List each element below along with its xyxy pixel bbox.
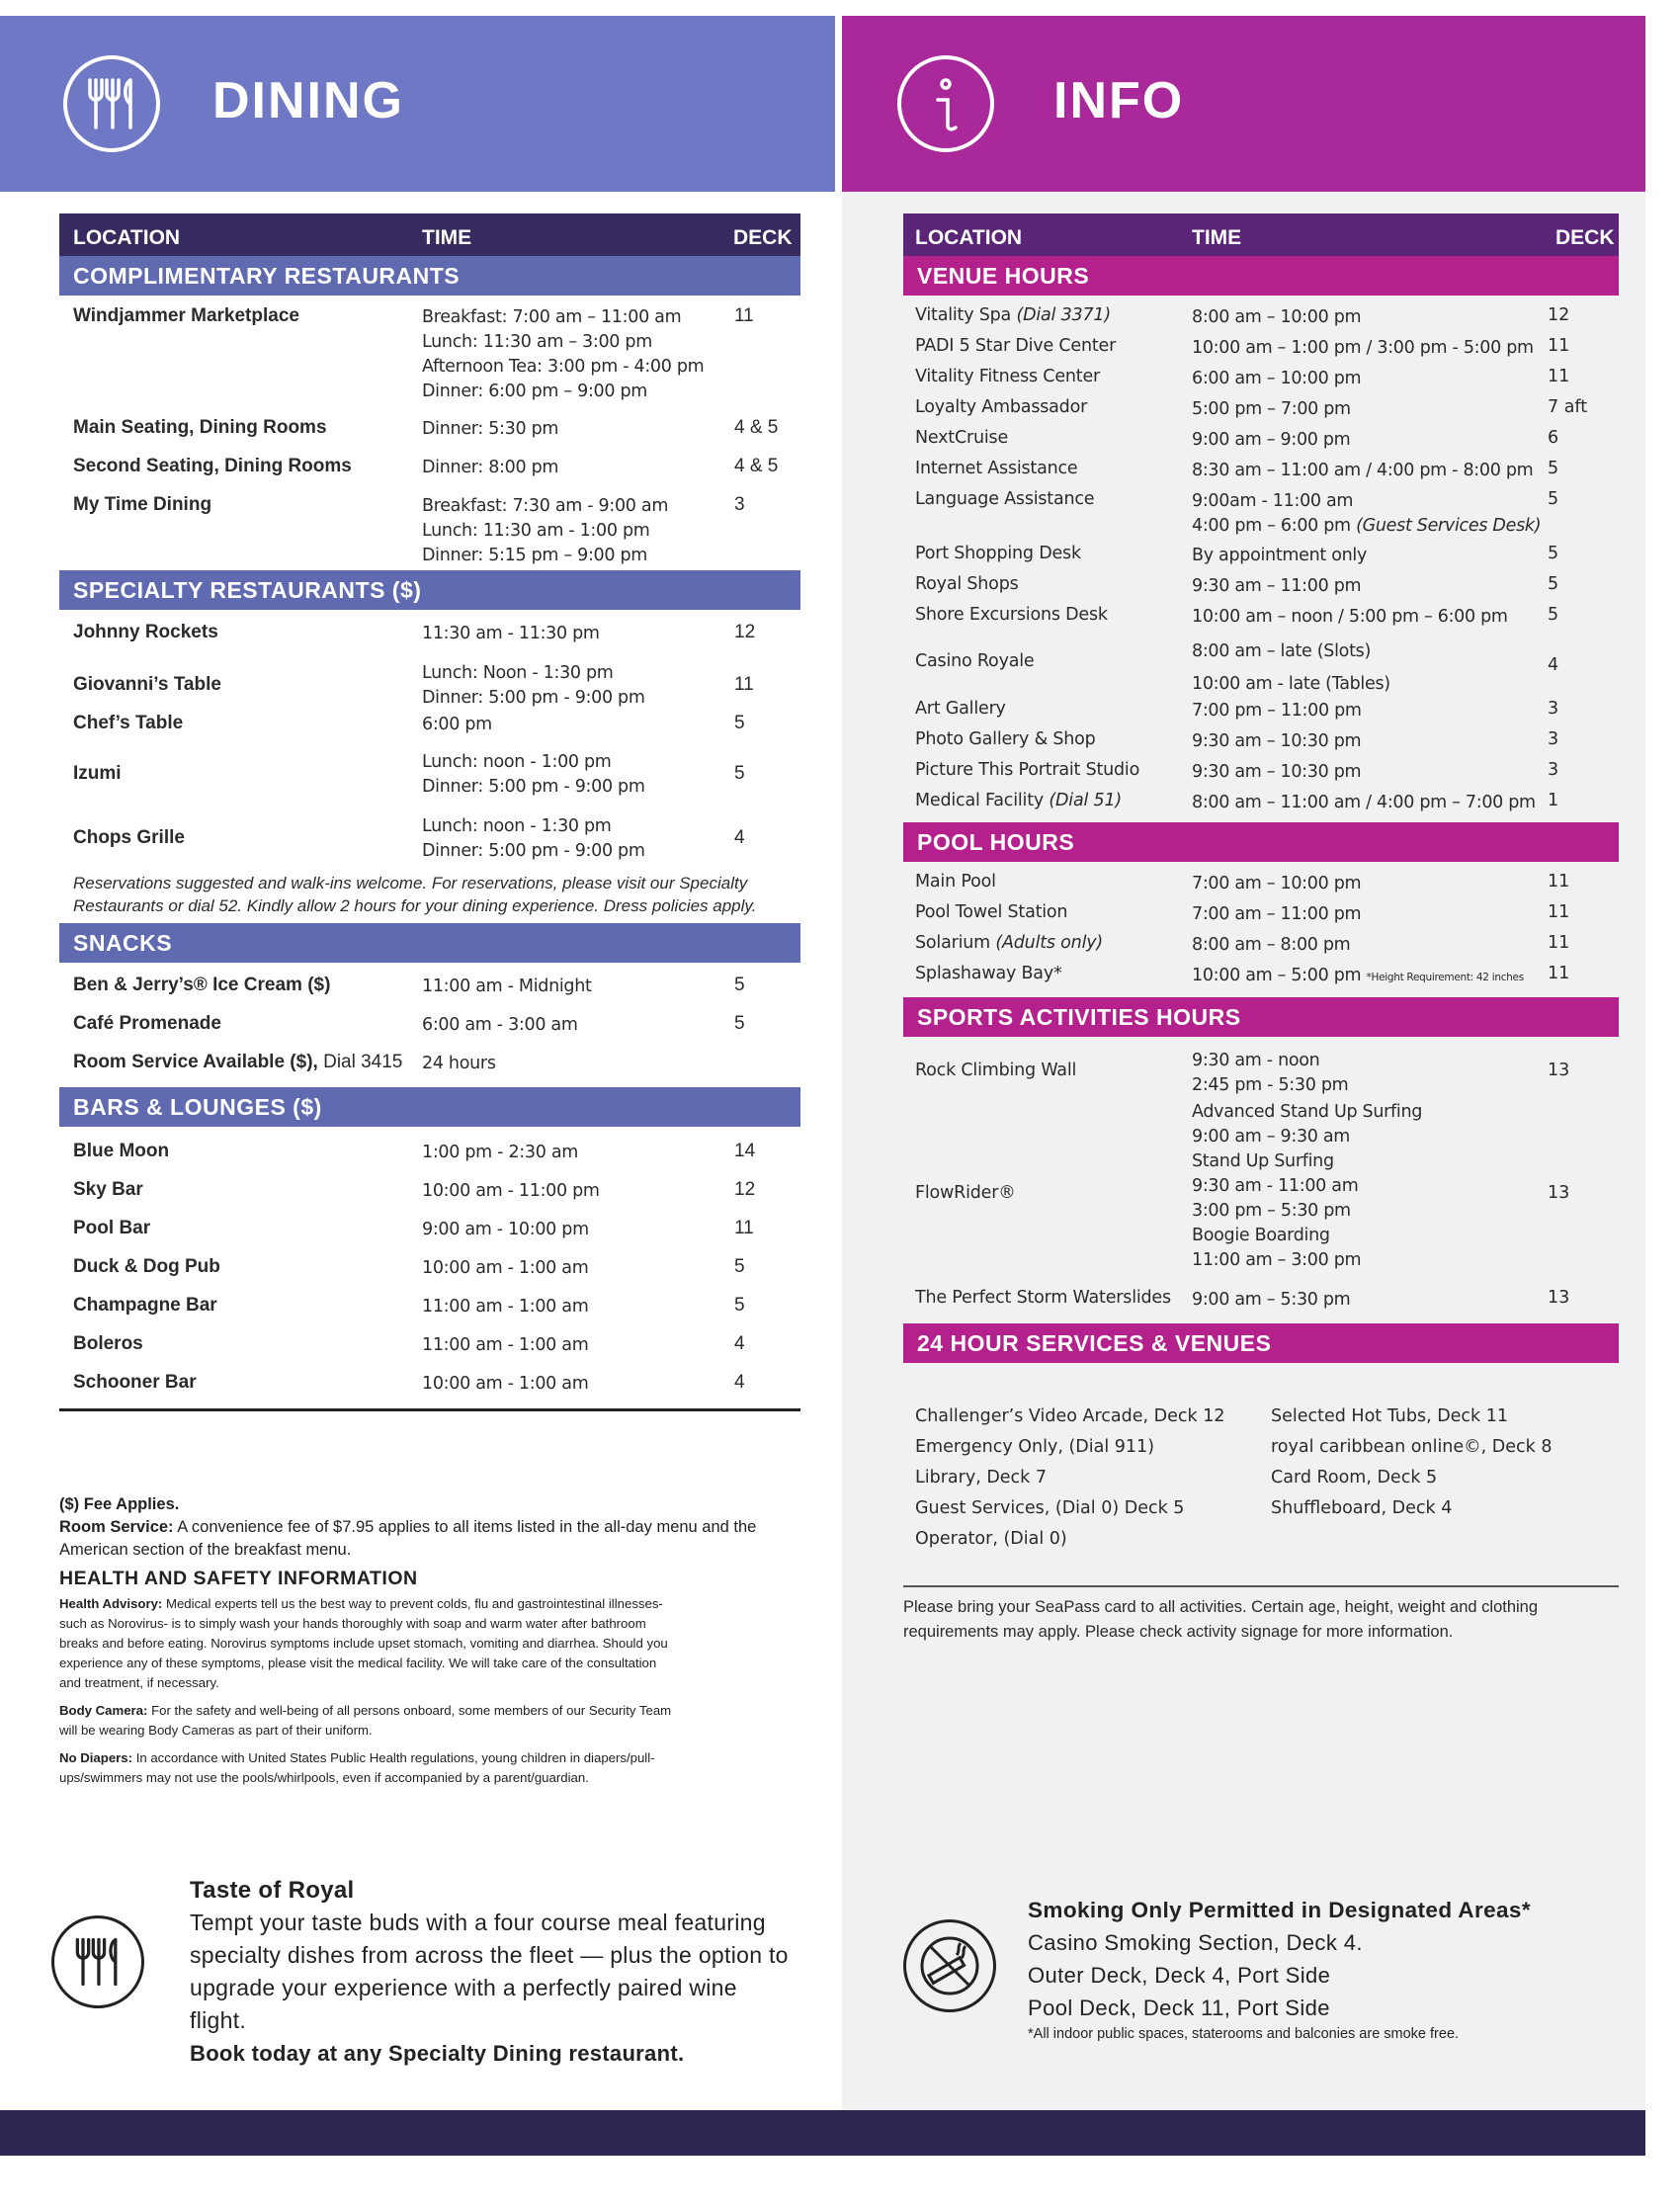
list-item: royal caribbean online©, Deck 8 bbox=[1271, 1437, 1553, 1457]
row-time: Lunch: noon - 1:00 pm Dinner: 5:00 pm - 9:00 pm bbox=[422, 752, 645, 797]
row-location: Pool Towel Station bbox=[915, 902, 1068, 922]
row-deck: 5 bbox=[734, 1295, 745, 1316]
row-location: Duck & Dog Pub bbox=[73, 1256, 220, 1277]
dining-banner bbox=[0, 16, 835, 192]
row-deck: 4 bbox=[734, 1333, 745, 1354]
row-location: Boleros bbox=[73, 1333, 143, 1354]
row-location: FlowRider® bbox=[915, 1183, 1016, 1203]
health-advisory-label: Health Advisory: bbox=[59, 1596, 163, 1611]
fork-knife-icon bbox=[63, 55, 160, 152]
list-item: Library, Deck 7 bbox=[915, 1468, 1048, 1487]
info-title: INFO bbox=[1053, 72, 1185, 129]
row-location: Sky Bar bbox=[73, 1179, 143, 1200]
list-item: Shuffleboard, Deck 4 bbox=[1271, 1498, 1453, 1518]
table-row bbox=[903, 872, 1619, 902]
table-row bbox=[59, 305, 800, 417]
table-row bbox=[903, 1288, 1619, 1323]
table-row bbox=[59, 814, 800, 868]
pool-section-title: POOL HOURS bbox=[903, 822, 1619, 862]
table-row bbox=[903, 729, 1619, 760]
room-service-fee-label: Room Service: bbox=[59, 1518, 174, 1536]
row-deck: 11 bbox=[734, 305, 754, 326]
table-row bbox=[59, 661, 800, 713]
row-deck: 11 bbox=[1548, 367, 1570, 386]
table-row bbox=[903, 459, 1619, 489]
dining-column-header bbox=[59, 213, 800, 256]
fee-applies-label: ($) Fee Applies. bbox=[59, 1495, 180, 1513]
row-time: 8:00 am – 11:00 am / 4:00 pm – 7:00 pm bbox=[1192, 793, 1536, 812]
room-service-fee-text: A convenience fee of $7.95 applies to all items listed in the all-day menu and the American section of the breakfast menu. bbox=[59, 1518, 757, 1559]
table-row bbox=[903, 902, 1619, 933]
row-deck: 11 bbox=[1548, 872, 1570, 892]
row-time: 9:00 am – 5:30 pm bbox=[1192, 1290, 1351, 1310]
body-camera-label: Body Camera: bbox=[59, 1703, 148, 1718]
row-time: 10:00 am – 1:00 pm / 3:00 pm - 5:00 pm bbox=[1192, 338, 1534, 358]
table-row bbox=[903, 574, 1619, 605]
seapass-note: Please bring your SeaPass card to all activities. Certain age, height, weight and clothing requirements may apply. Please check activity signage for more information. bbox=[903, 1598, 1539, 1641]
row-time bbox=[1192, 489, 1541, 539]
row-deck: 5 bbox=[734, 763, 745, 784]
row-time: 11:00 am - 1:00 am bbox=[422, 1297, 589, 1317]
row-time: 9:30 am – 10:30 pm bbox=[1192, 731, 1362, 751]
row-time: 1:00 pm - 2:30 am bbox=[422, 1143, 578, 1162]
row-location: Shore Excursions Desk bbox=[915, 605, 1108, 625]
row-time-value: 10:00 am – 5:00 pm bbox=[1192, 966, 1362, 985]
row-location-name: Medical Facility bbox=[915, 791, 1045, 810]
table-row bbox=[903, 1049, 1619, 1100]
row-deck: 5 bbox=[1548, 544, 1559, 563]
row-location: Internet Assistance bbox=[915, 459, 1078, 478]
row-location: Vitality Fitness Center bbox=[915, 367, 1101, 386]
row-location: Splashaway Bay* bbox=[915, 964, 1062, 983]
bars-list bbox=[59, 1127, 800, 1408]
time-header: TIME bbox=[422, 226, 472, 249]
dining-title: DINING bbox=[212, 72, 404, 129]
dining-table bbox=[59, 213, 800, 1411]
row-deck: 11 bbox=[1548, 902, 1570, 922]
table-row bbox=[903, 699, 1619, 729]
list-item: Guest Services, (Dial 0) Deck 5 bbox=[915, 1498, 1185, 1518]
row-location bbox=[915, 305, 1111, 325]
table-row bbox=[903, 428, 1619, 459]
snacks-list bbox=[59, 963, 800, 1087]
row-deck: 12 bbox=[734, 622, 756, 642]
row-location: Loyalty Ambassador bbox=[915, 397, 1088, 417]
table-row bbox=[903, 336, 1619, 367]
row-deck: 4 bbox=[734, 1372, 745, 1393]
row-time: 7:00 am – 10:00 pm bbox=[1192, 874, 1362, 893]
table-row bbox=[59, 1218, 800, 1256]
row-deck: 11 bbox=[734, 674, 754, 695]
row-location-extra: (Dial 51) bbox=[1049, 791, 1122, 810]
row-deck: 3 bbox=[1548, 729, 1559, 749]
row-time: 8:00 am – 10:00 pm bbox=[1192, 307, 1362, 327]
row-deck: 5 bbox=[734, 713, 745, 733]
table-row bbox=[59, 1013, 800, 1052]
row-time: 10:00 am – noon / 5:00 pm – 6:00 pm bbox=[1192, 607, 1508, 627]
row-deck: 1 bbox=[1548, 791, 1559, 810]
row-location bbox=[73, 1052, 402, 1073]
row-time: 5:00 pm – 7:00 pm bbox=[1192, 399, 1351, 419]
row-location: PADI 5 Star Dive Center bbox=[915, 336, 1117, 356]
row-time: 8:30 am – 11:00 am / 4:00 pm - 8:00 pm bbox=[1192, 461, 1534, 480]
table-row bbox=[59, 1179, 800, 1218]
row-deck: 11 bbox=[1548, 336, 1570, 356]
smoking-icon bbox=[903, 1919, 996, 2012]
row-location: Blue Moon bbox=[73, 1141, 170, 1161]
row-deck: 5 bbox=[734, 1013, 745, 1034]
table-row bbox=[59, 1141, 800, 1179]
row-deck: 5 bbox=[734, 975, 745, 995]
row-deck: 11 bbox=[734, 1218, 754, 1238]
smoking-title: Smoking Only Permitted in Designated Areas* bbox=[1028, 1898, 1531, 1922]
row-location-name: Vitality Spa bbox=[915, 305, 1012, 325]
list-item: Card Room, Deck 5 bbox=[1271, 1468, 1438, 1487]
row-time: 10:00 am - 1:00 am bbox=[422, 1258, 589, 1278]
row-time bbox=[1192, 964, 1524, 990]
row-time: 10:00 am - 1:00 am bbox=[422, 1374, 589, 1394]
room-service-fee bbox=[59, 1516, 781, 1562]
row-deck: 11 bbox=[1548, 933, 1570, 953]
row-location: Windjammer Marketplace bbox=[73, 305, 299, 326]
row-time: Breakfast: 7:30 am - 9:00 am Lunch: 11:30 am - 1:00 pm Dinner: 5:15 pm – 9:00 pm bbox=[422, 496, 669, 565]
row-location: Second Seating, Dining Rooms bbox=[73, 456, 352, 476]
row-deck: 5 bbox=[734, 1256, 745, 1277]
location-header: LOCATION bbox=[73, 226, 181, 249]
row-location: Main Seating, Dining Rooms bbox=[73, 417, 327, 438]
row-location: Chops Grille bbox=[73, 827, 185, 848]
table-row bbox=[903, 397, 1619, 428]
row-location: Giovanni’s Table bbox=[73, 674, 221, 695]
promo-text bbox=[190, 1874, 793, 2070]
row-time: Dinner: 5:30 pm bbox=[422, 419, 559, 439]
table-row bbox=[59, 750, 800, 814]
row-deck: 12 bbox=[1548, 305, 1570, 325]
table-row bbox=[903, 605, 1619, 636]
row-location: The Perfect Storm Waterslides bbox=[915, 1288, 1171, 1308]
location-header: LOCATION bbox=[915, 226, 1023, 249]
list-item: Emergency Only, (Dial 911) bbox=[915, 1437, 1155, 1457]
table-row bbox=[59, 1333, 800, 1372]
row-location: Johnny Rockets bbox=[73, 622, 218, 642]
specialty-section-title: SPECIALTY RESTAURANTS ($) bbox=[59, 570, 800, 610]
info-column-header bbox=[903, 213, 1619, 256]
row-location: Schooner Bar bbox=[73, 1372, 197, 1393]
body-camera-notice bbox=[59, 1701, 692, 1741]
time-header: TIME bbox=[1192, 226, 1242, 249]
row-time-extra: (Guest Services Desk) bbox=[1356, 516, 1542, 536]
table-row bbox=[59, 713, 800, 750]
list-item: Pool Deck, Deck 11, Port Side bbox=[1028, 1996, 1330, 2020]
snacks-section-title: SNACKS bbox=[59, 923, 800, 963]
table-row bbox=[903, 305, 1619, 336]
fork-knife-icon bbox=[51, 1915, 144, 2008]
sports-section-title: SPORTS ACTIVITIES HOURS bbox=[903, 997, 1619, 1037]
venue-list bbox=[903, 296, 1619, 822]
row-time: 8:00 am – 8:00 pm bbox=[1192, 935, 1351, 955]
row-time: 7:00 am – 11:00 pm bbox=[1192, 904, 1362, 924]
info-table bbox=[903, 213, 1619, 1363]
services-section-title: 24 HOUR SERVICES & VENUES bbox=[903, 1323, 1619, 1363]
row-deck: 4 & 5 bbox=[734, 456, 779, 476]
table-row bbox=[59, 975, 800, 1013]
sports-list bbox=[903, 1037, 1619, 1323]
complimentary-list bbox=[59, 296, 800, 570]
row-location: Main Pool bbox=[915, 872, 996, 892]
row-time: Breakfast: 7:00 am – 11:00 am Lunch: 11:30 am – 3:00 pm Afternoon Tea: 3:00 pm - 4:00 pm Dinner: 6:00 pm – 9:00 pm bbox=[422, 307, 705, 401]
smoke-free-footnote: *All indoor public spaces, staterooms and balconies are smoke free. bbox=[1028, 2026, 1460, 2042]
row-location: Language Assistance bbox=[915, 489, 1095, 509]
row-time-value: 9:00am - 11:00 am 4:00 pm – 6:00 pm bbox=[1192, 491, 1354, 536]
list-item: Operator, (Dial 0) bbox=[915, 1529, 1067, 1549]
body-camera-text: For the safety and well-being of all persons onboard, some members of our Security Team will be wearing Body Cameras as part of their uniform. bbox=[59, 1703, 672, 1738]
table-row bbox=[59, 494, 800, 570]
row-location bbox=[915, 933, 1103, 953]
room-service-label: Room Service Available ($), bbox=[73, 1052, 318, 1072]
table-row bbox=[903, 1100, 1619, 1288]
health-title: HEALTH AND SAFETY INFORMATION bbox=[59, 1568, 418, 1589]
health-advisory bbox=[59, 1594, 672, 1693]
table-row bbox=[59, 1256, 800, 1295]
row-deck: 11 bbox=[1548, 964, 1570, 983]
row-time: By appointment only bbox=[1192, 546, 1368, 565]
table-row bbox=[903, 544, 1619, 574]
list-item: Challenger’s Video Arcade, Deck 12 bbox=[915, 1406, 1225, 1426]
table-row bbox=[59, 1372, 800, 1408]
info-icon bbox=[897, 55, 994, 152]
pool-list bbox=[903, 862, 1619, 997]
row-location: Ben & Jerry’s® Ice Cream ($) bbox=[73, 975, 331, 995]
list-item: Outer Deck, Deck 4, Port Side bbox=[1028, 1963, 1331, 1988]
no-diapers-text: In accordance with United States Public Health regulations, young children in diapers/pull-ups/swimmers may not use the pools/whirlpools, even if accompanied by a parent/guardian. bbox=[59, 1750, 655, 1785]
row-time: 9:00 am – 9:00 pm bbox=[1192, 430, 1351, 450]
row-location: Port Shopping Desk bbox=[915, 544, 1081, 563]
row-deck: 13 bbox=[1548, 1288, 1570, 1308]
table-row bbox=[59, 417, 800, 456]
row-time: 9:30 am – 11:00 pm bbox=[1192, 576, 1362, 596]
table-row bbox=[903, 760, 1619, 791]
deck-header: DECK bbox=[1555, 226, 1615, 249]
row-deck: 14 bbox=[734, 1141, 756, 1161]
row-location: Champagne Bar bbox=[73, 1295, 217, 1316]
row-time: Lunch: noon - 1:30 pm Dinner: 5:00 pm - 9:00 pm bbox=[422, 816, 645, 861]
table-row bbox=[59, 456, 800, 494]
table-row bbox=[903, 933, 1619, 964]
list-item: Selected Hot Tubs, Deck 11 bbox=[1271, 1406, 1509, 1426]
table-row bbox=[59, 1052, 800, 1087]
row-location: Art Gallery bbox=[915, 699, 1006, 719]
row-deck: 13 bbox=[1548, 1061, 1570, 1080]
row-time: Dinner: 8:00 pm bbox=[422, 458, 559, 477]
row-location-extra: (Adults only) bbox=[995, 933, 1104, 953]
row-time: 6:00 am – 10:00 pm bbox=[1192, 369, 1362, 388]
dining-column bbox=[0, 16, 835, 2156]
table-row bbox=[903, 489, 1619, 544]
row-location: Rock Climbing Wall bbox=[915, 1061, 1077, 1080]
row-deck: 3 bbox=[734, 494, 745, 515]
row-time: 6:00 am - 3:00 am bbox=[422, 1015, 578, 1035]
divider bbox=[903, 1585, 1619, 1587]
row-deck: 7 aft bbox=[1548, 397, 1588, 417]
row-deck: 3 bbox=[1548, 699, 1559, 719]
row-deck: 5 bbox=[1548, 574, 1559, 594]
room-service-dial: Dial 3415 bbox=[323, 1052, 403, 1072]
row-deck: 4 bbox=[1548, 655, 1559, 675]
health-advisory-text: Medical experts tell us the best way to prevent colds, flu and gastrointestinal illnesses- such as Norovirus- is to simply wash your hands thoroughly with soap and warm water after bathroom breaks and before eating. Norovirus symptoms include upset stomach, vomiting and diarrhea. Should you experience any of these symptoms, please visit the medical facility. We will take care of the consultation and treatment, if necessary. bbox=[59, 1596, 668, 1690]
row-location: Photo Gallery & Shop bbox=[915, 729, 1096, 749]
promo-title: Taste of Royal bbox=[190, 1877, 355, 1904]
row-deck: 4 bbox=[734, 827, 745, 848]
row-time: 10:00 am - 11:00 pm bbox=[422, 1181, 600, 1201]
row-location: Café Promenade bbox=[73, 1013, 221, 1034]
table-row bbox=[903, 367, 1619, 397]
list-item: Casino Smoking Section, Deck 4. bbox=[1028, 1930, 1363, 1955]
row-location-name: Solarium bbox=[915, 933, 990, 953]
services-list-right bbox=[1271, 1402, 1553, 1524]
row-location bbox=[915, 791, 1122, 810]
row-deck: 3 bbox=[1548, 760, 1559, 780]
info-banner bbox=[842, 16, 1645, 192]
row-deck: 5 bbox=[1548, 605, 1559, 625]
info-column bbox=[842, 16, 1645, 2156]
specialty-reservation-note: Reservations suggested and walk-ins welcome. For reservations, please visit our Specialty Restaurants or dial 52. Kindly allow 2 hours for your dining experience. Dress policies apply. bbox=[73, 874, 757, 915]
row-location: Picture This Portrait Studio bbox=[915, 760, 1140, 780]
bars-section-title: BARS & LOUNGES ($) bbox=[59, 1087, 800, 1127]
complimentary-section-title: COMPLIMENTARY RESTAURANTS bbox=[59, 256, 800, 296]
row-time: 6:00 pm bbox=[422, 715, 492, 734]
table-row bbox=[903, 636, 1619, 699]
row-location: Izumi bbox=[73, 763, 122, 784]
row-deck: 12 bbox=[734, 1179, 756, 1200]
row-time: 8:00 am – late (Slots) 10:00 am - late (Tables) bbox=[1192, 641, 1390, 694]
row-time: 9:00 am - 10:00 pm bbox=[422, 1220, 589, 1239]
row-location-extra: (Dial 3371) bbox=[1016, 305, 1111, 325]
row-location: NextCruise bbox=[915, 428, 1009, 448]
no-diapers-label: No Diapers: bbox=[59, 1750, 133, 1765]
table-row bbox=[59, 1295, 800, 1333]
promo-body: Tempt your taste buds with a four course meal featuring specialty dishes from across the fleet — plus the option to upgrade your experience with a perfectly paired wine flight. bbox=[190, 1910, 789, 2033]
row-deck: 13 bbox=[1548, 1183, 1570, 1203]
table-row bbox=[59, 622, 800, 661]
deck-header: DECK bbox=[733, 226, 793, 249]
row-location: Casino Royale bbox=[915, 651, 1035, 671]
specialty-list bbox=[59, 610, 800, 868]
divider bbox=[59, 1408, 800, 1411]
row-time: 11:00 am - 1:00 am bbox=[422, 1335, 589, 1355]
row-time: Advanced Stand Up Surfing 9:00 am – 9:30 am Stand Up Surfing 9:30 am - 11:00 am 3:00 pm – 5:30 pm Boogie Boarding 11:00 am – 3:00 pm bbox=[1192, 1102, 1423, 1270]
row-deck: 5 bbox=[1548, 459, 1559, 478]
row-location: My Time Dining bbox=[73, 494, 212, 515]
row-location: Pool Bar bbox=[73, 1218, 151, 1238]
row-time: 9:30 am – 10:30 pm bbox=[1192, 762, 1362, 782]
row-time: 7:00 pm – 11:00 pm bbox=[1192, 701, 1362, 721]
row-deck: 6 bbox=[1548, 428, 1559, 448]
row-location: Chef’s Table bbox=[73, 713, 184, 733]
table-row bbox=[903, 791, 1619, 822]
services-list-left bbox=[915, 1402, 1224, 1555]
venue-section-title: VENUE HOURS bbox=[903, 256, 1619, 296]
table-row bbox=[903, 964, 1619, 997]
row-time: 11:00 am - Midnight bbox=[422, 977, 592, 996]
footer-bar bbox=[0, 2110, 1645, 2156]
fees-and-health-info bbox=[59, 1493, 781, 1796]
row-location: Royal Shops bbox=[915, 574, 1019, 594]
promo-cta: Book today at any Specialty Dining restaurant. bbox=[190, 2041, 685, 2066]
no-diapers-notice bbox=[59, 1748, 672, 1788]
row-time: Lunch: Noon - 1:30 pm Dinner: 5:00 pm - 9:00 pm bbox=[422, 663, 645, 708]
row-deck: 5 bbox=[1548, 489, 1559, 509]
row-time: 9:30 am - noon 2:45 pm - 5:30 pm bbox=[1192, 1051, 1349, 1095]
row-time: 11:30 am - 11:30 pm bbox=[422, 624, 600, 643]
row-time: 24 hours bbox=[422, 1054, 496, 1073]
height-requirement: *Height Requirement: 42 inches bbox=[1366, 972, 1524, 983]
smoking-text bbox=[1028, 1894, 1631, 2044]
row-deck: 4 & 5 bbox=[734, 417, 779, 438]
